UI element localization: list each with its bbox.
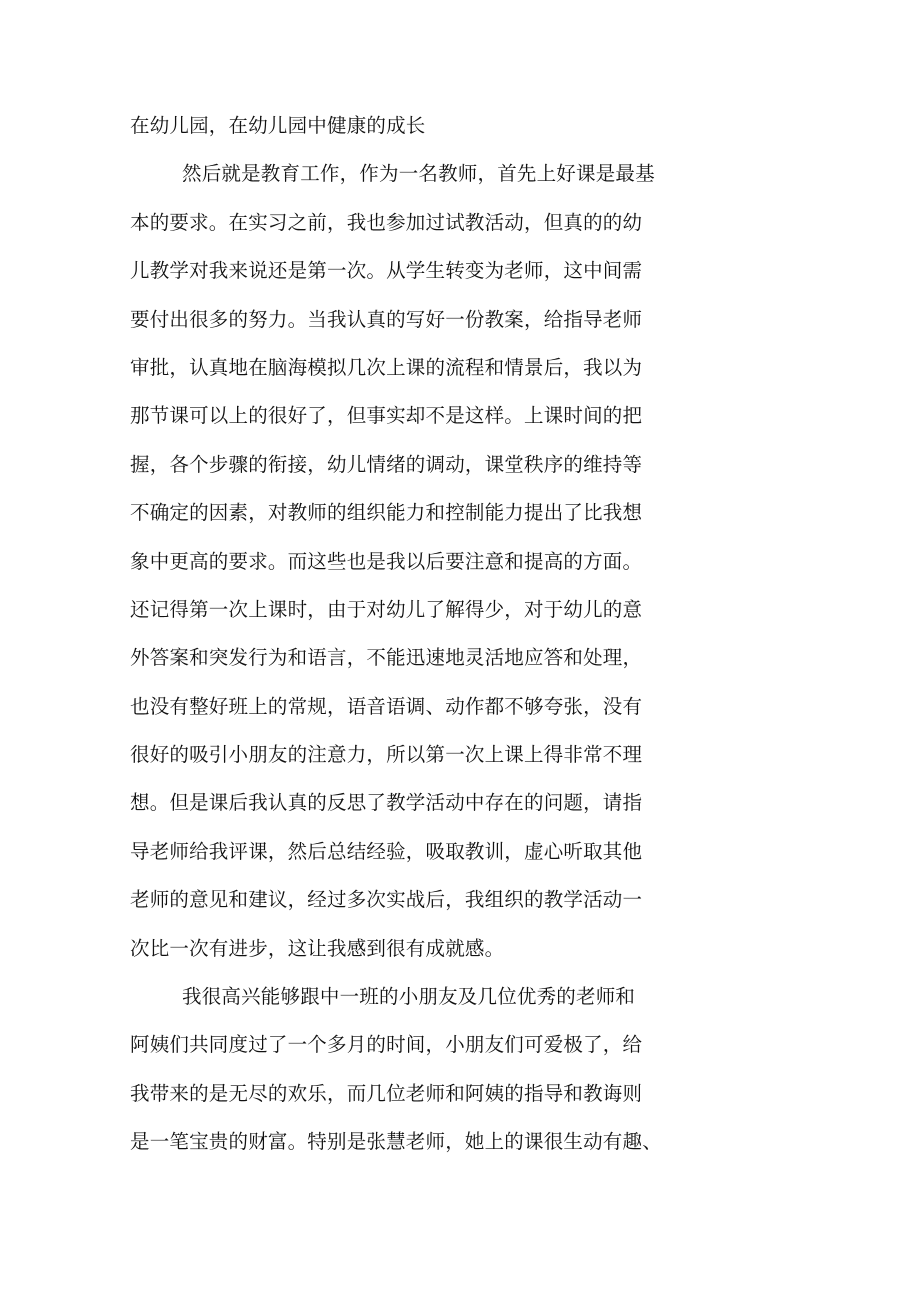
body-text xyxy=(130,102,710,1167)
text-line: 儿教学对我来说还是第一次。从学生转变为老师，这中间需 xyxy=(130,259,643,283)
text-line: 还记得第一次上课时，由于对幼儿了解得少，对于幼儿的意 xyxy=(130,597,643,621)
text-line: 阿姨们共同度过了一个多月的时间，小朋友们可爱极了，给 xyxy=(130,1033,643,1057)
text-line: 象中更高的要求。而这些也是我以后要注意和提高的方面。 xyxy=(130,549,643,573)
text-line: 次比一次有进步，这让我感到很有成就感。 xyxy=(130,936,505,960)
text-line: 审批，认真地在脑海模拟几次上课的流程和情景后，我以为 xyxy=(130,355,643,379)
text-line: 本的要求。在实习之前，我也参加过试教活动，但真的的幼 xyxy=(130,210,643,234)
paragraph-start-line: 我很高兴能够跟中一班的小朋友及几位优秀的老师和 xyxy=(182,985,636,1009)
text-line: 在幼儿园，在幼儿园中健康的成长 xyxy=(130,114,426,137)
text-line: 很好的吸引小朋友的注意力，所以第一次上课上得非常不理 xyxy=(130,743,643,767)
text-line: 是一笔宝贵的财富。特别是张慧老师，她上的课很生动有趣、 xyxy=(130,1130,662,1154)
text-line: 要付出很多的努力。当我认真的写好一份教案，给指导老师 xyxy=(130,307,643,331)
text-line: 也没有整好班上的常规，语音语调、动作都不够夸张，没有 xyxy=(130,694,643,718)
paragraph-start-line: 然后就是教育工作，作为一名教师，首先上好课是最基 xyxy=(182,162,655,186)
text-line: 握，各个步骤的衔接，幼儿情绪的调动，课堂秩序的维持等 xyxy=(130,452,643,476)
text-line: 那节课可以上的很好了，但事实却不是这样。上课时间的把 xyxy=(130,404,643,428)
text-line: 外答案和突发行为和语言，不能迅速地灵活地应答和处理， xyxy=(130,646,643,670)
text-line: 导老师给我评课，然后总结经验，吸取教训，虚心听取其他 xyxy=(130,839,643,863)
text-line: 我带来的是无尽的欢乐，而几位老师和阿姨的指导和教诲则 xyxy=(130,1081,643,1105)
text-line: 想。但是课后我认真的反思了教学活动中存在的问题，请指 xyxy=(130,791,643,815)
text-line: 老师的意见和建议，经过多次实战后，我组织的教学活动一 xyxy=(130,888,643,912)
text-line: 不确定的因素，对教师的组织能力和控制能力提出了比我想 xyxy=(130,501,643,525)
